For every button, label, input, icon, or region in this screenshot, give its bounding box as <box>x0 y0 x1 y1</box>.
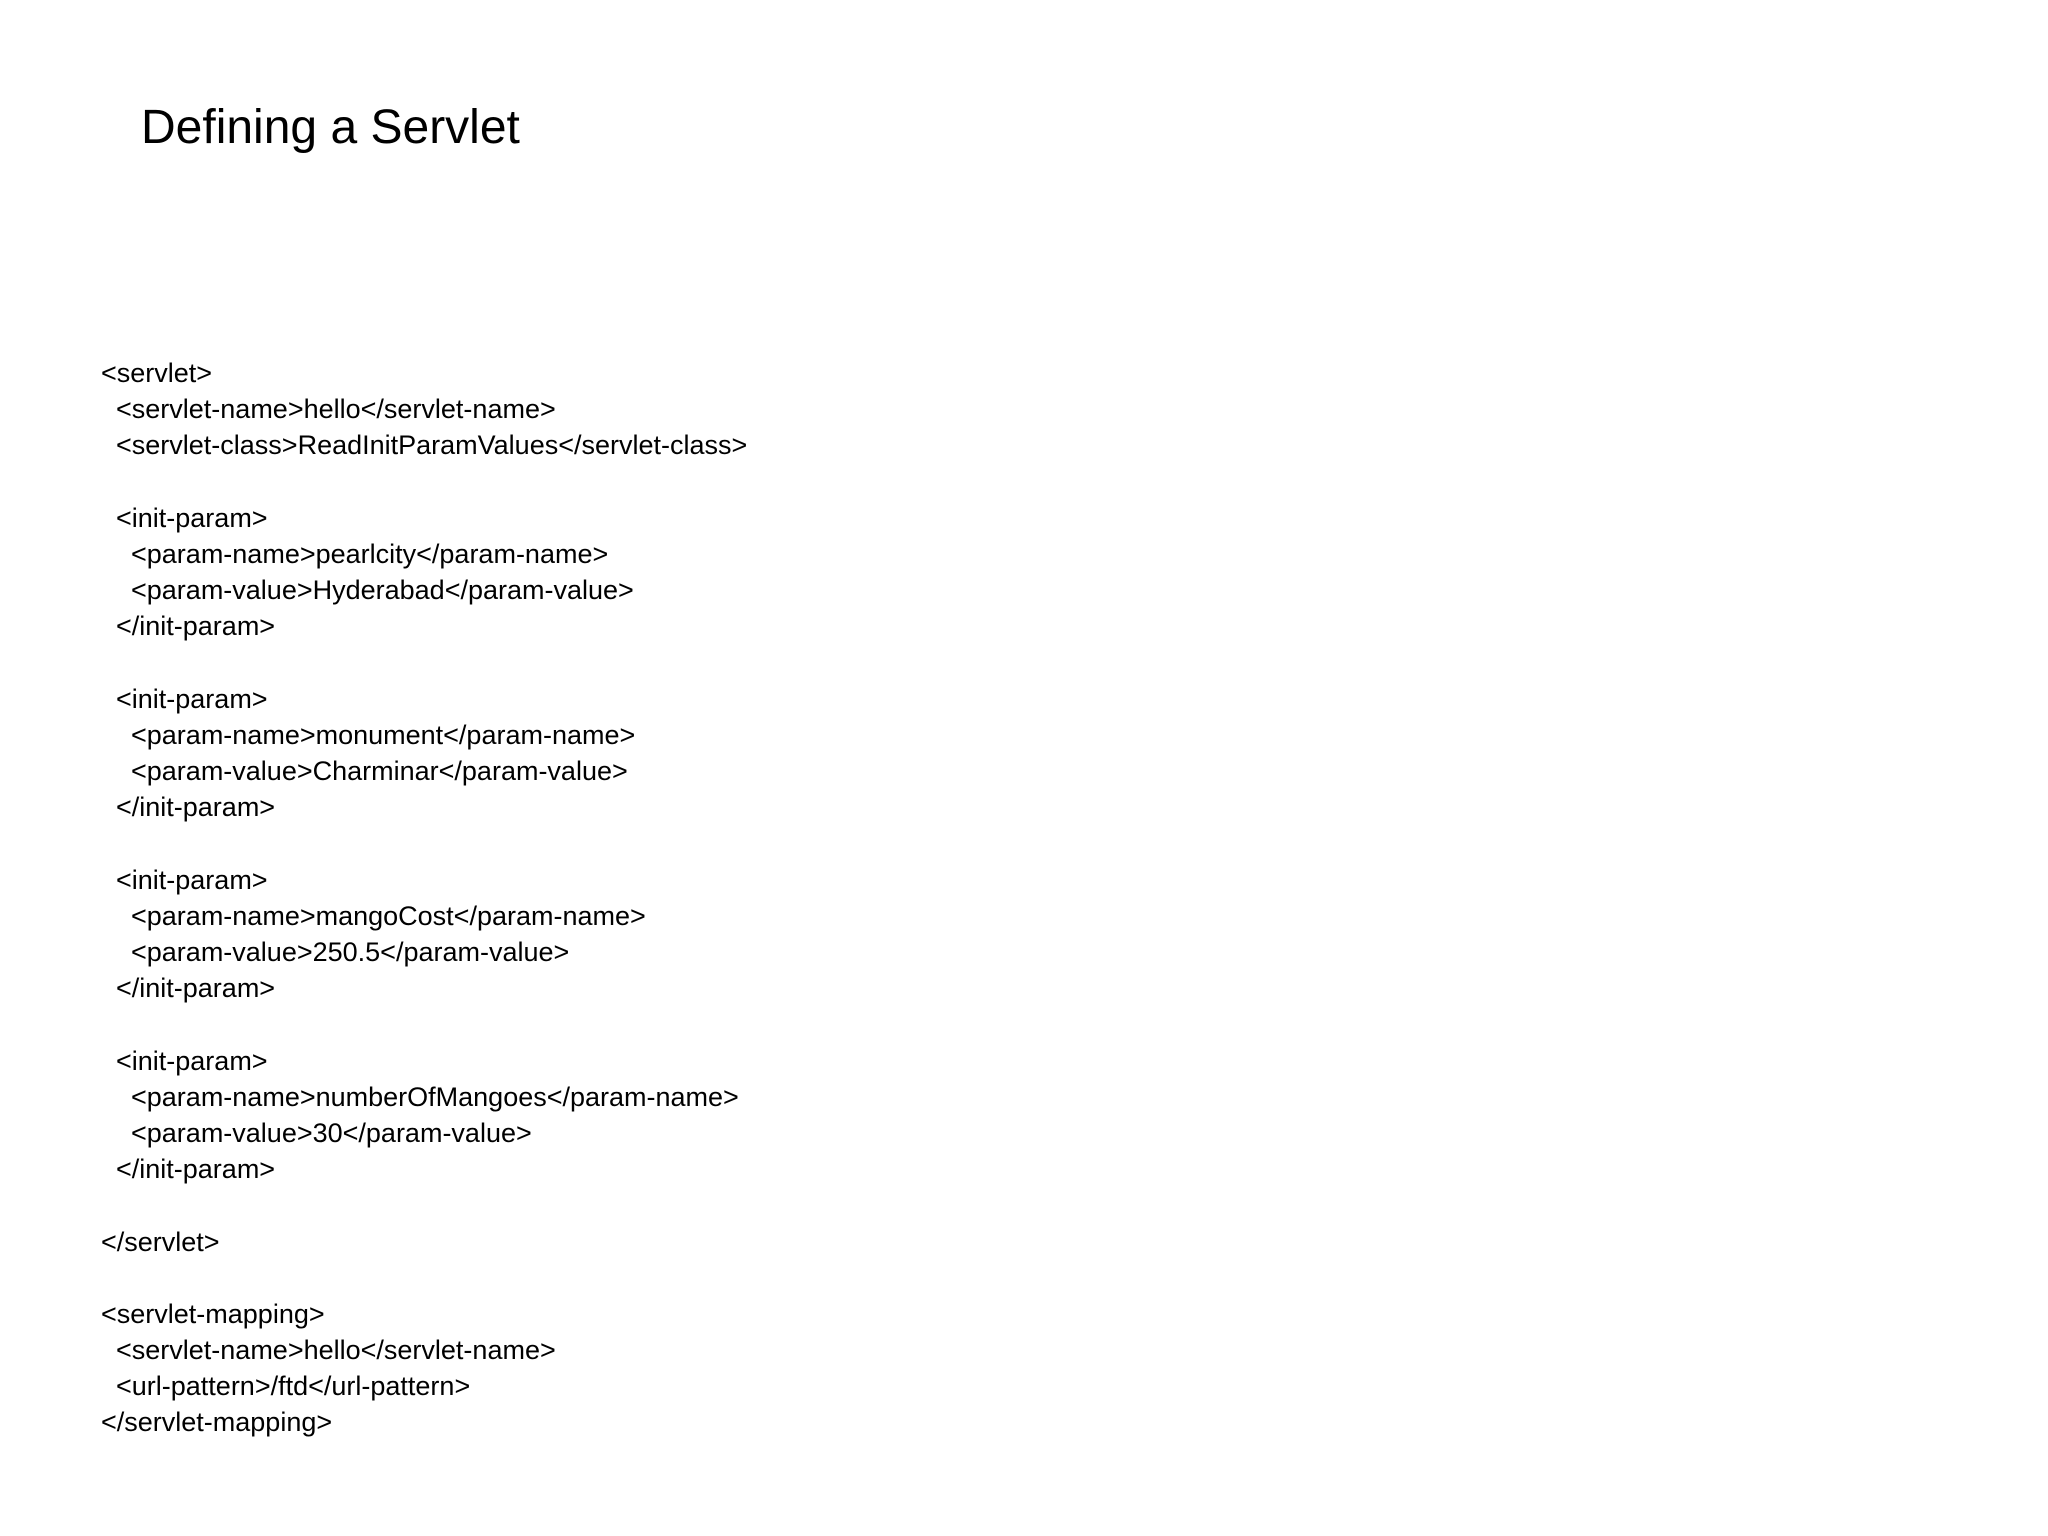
slide-title: Defining a Servlet <box>141 101 520 154</box>
code-line: <init-param> <box>101 864 268 895</box>
code-line: <param-name>mangoCost</param-name> <box>101 900 646 931</box>
code-line: </init-param> <box>101 973 276 1004</box>
code-line: </init-param> <box>101 1154 276 1185</box>
code-line: </init-param> <box>101 792 276 823</box>
code-line: <param-name>pearlcity</param-name> <box>101 538 609 569</box>
code-line: <servlet> <box>101 358 213 388</box>
code-line <box>101 464 747 500</box>
code-line: <param-name>numberOfMangoes</param-name> <box>101 1081 739 1112</box>
code-line: <param-name>monument</param-name> <box>101 719 636 750</box>
code-line: <url-pattern>/ftd</url-pattern> <box>101 1371 471 1402</box>
code-line: <param-value>Charminar</param-value> <box>101 756 628 787</box>
code-line: </init-param> <box>101 611 276 642</box>
code-line: <init-param> <box>101 1045 268 1076</box>
code-line: <servlet-name>hello</servlet-name> <box>101 1335 556 1366</box>
code-line: </servlet-mapping> <box>101 1407 333 1438</box>
code-line: </servlet> <box>101 1226 220 1257</box>
xml-code-block <box>101 355 747 1441</box>
code-line: <init-param> <box>101 502 268 533</box>
code-line <box>101 1187 747 1223</box>
code-line <box>101 825 747 861</box>
code-line: <param-value>Hyderabad</param-value> <box>101 575 634 606</box>
code-line <box>101 1260 747 1296</box>
code-line: <param-value>30</param-value> <box>101 1117 532 1148</box>
code-line <box>101 1006 747 1042</box>
code-line: <servlet-mapping> <box>101 1298 325 1329</box>
code-line: <init-param> <box>101 683 268 714</box>
code-line: <servlet-name>hello</servlet-name> <box>101 394 556 425</box>
code-line: <param-value>250.5</param-value> <box>101 937 570 967</box>
code-line <box>101 645 747 681</box>
code-line: <servlet-class>ReadInitParamValues</servlet-class> <box>101 430 748 461</box>
